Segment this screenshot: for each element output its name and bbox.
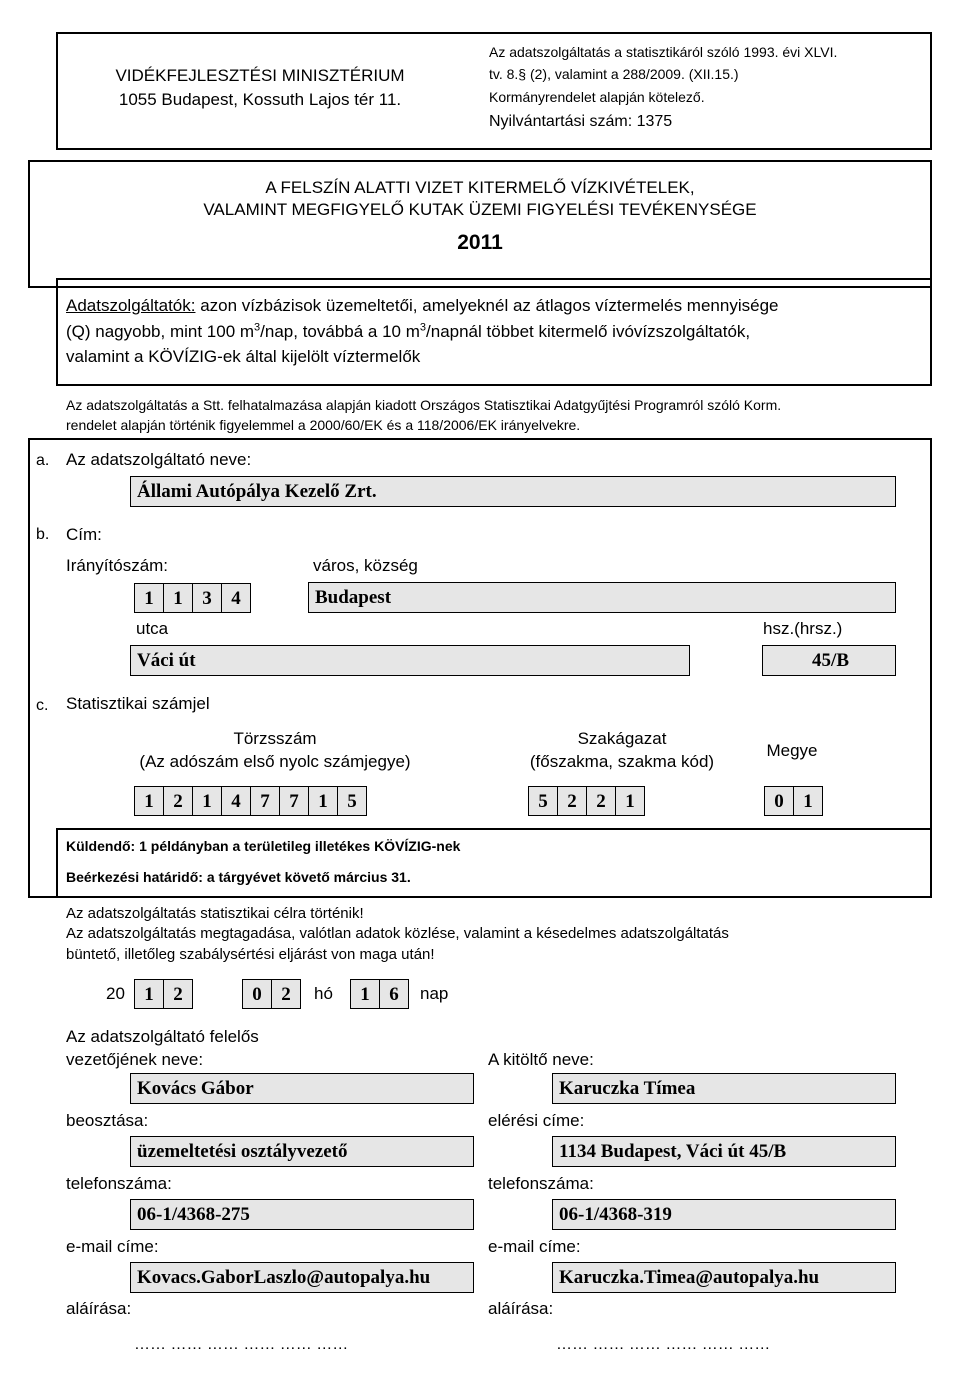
day-digit[interactable]: 6 (379, 979, 409, 1009)
month-label: hó (314, 984, 333, 1003)
providers-text2b: /nap, továbbá a 10 m (260, 322, 420, 341)
zip-digit[interactable]: 3 (192, 583, 222, 613)
providers-line1 (66, 296, 778, 316)
ministry-address: 1055 Budapest, Kossuth Lajos tér 11. (118, 90, 402, 109)
registration-number: Nyilvántartási szám: 1375 (489, 113, 673, 130)
providers-text1: azon vízbázisok üzemeltetői, amelyeknél az átlagos víztermelés mennyisége (195, 296, 779, 315)
notice-line2: rendelet alapján történik figyelemmel a 2000/60/EK és a 118/2006/EK irányelvekre. (66, 417, 581, 433)
warning-line3: büntető, illetőleg szabálysértési eljárást von maga után! (66, 946, 435, 963)
year-digit[interactable]: 1 (134, 979, 164, 1009)
date-year-cells (134, 979, 193, 1009)
filler-email-field[interactable]: Karuczka.Timea@autopalya.hu (552, 1262, 896, 1293)
szakagazat-digit[interactable]: 2 (557, 786, 587, 816)
title-line1: A FELSZÍN ALATTI VIZET KITERMELŐ VÍZKIVÉTELEK, (265, 178, 695, 197)
date-prefix: 20 (106, 984, 125, 1003)
zip-cells (134, 583, 251, 613)
providers-label: Adatszolgáltatók: (66, 296, 196, 315)
day-digit[interactable]: 1 (350, 979, 380, 1009)
filler-contact-field[interactable]: 1134 Budapest, Váci út 45/B (552, 1136, 896, 1167)
torzsszam-sublabel: (Az adószám első nyolc számjegye) (139, 752, 411, 771)
leader-title-line2: vezetőjének neve: (66, 1050, 204, 1069)
torzsszam-digit[interactable]: 1 (308, 786, 338, 816)
house-number-label: hsz.(hrsz.) (763, 619, 843, 638)
szakagazat-digit[interactable]: 2 (586, 786, 616, 816)
leader-phone-field[interactable]: 06-1/4368-275 (130, 1199, 474, 1230)
warning-line1: Az adatszolgáltatás statisztikai célra történik! (66, 905, 364, 922)
deadline: Beérkezési határidő: a tárgyévet követő március 31. (66, 869, 411, 885)
megye-cells (764, 786, 823, 816)
warning-line2: Az adatszolgáltatás megtagadása, valótlan adatok közlése, valamint a késedelmes adatszolgáltatás (66, 925, 729, 942)
torzsszam-digit[interactable]: 2 (163, 786, 193, 816)
providers-text2a: (Q) nagyobb, mint 100 m (66, 322, 255, 341)
providers-line2 (66, 322, 750, 342)
providers-line3: valamint a KÖVÍZIG-ek által kijelölt víztermelők (66, 347, 421, 366)
leader-position-field[interactable]: üzemeltetési osztályvezető (130, 1136, 474, 1167)
address-label: Cím: (66, 525, 102, 544)
torzsszam-digit[interactable]: 7 (250, 786, 280, 816)
providers-text2c: /napnál többet kitermelő ivóvízszolgáltatók, (426, 322, 751, 341)
zip-label: Irányítószám: (66, 556, 169, 575)
date-day-cells (350, 979, 409, 1009)
filler-email-label: e-mail címe: (488, 1237, 581, 1256)
year-digit[interactable]: 2 (163, 979, 193, 1009)
legal-basis-line3: Kormányrendelet alapján kötelező. (489, 89, 705, 105)
month-digit[interactable]: 2 (271, 979, 301, 1009)
szakagazat-cells (528, 786, 645, 816)
filler-phone-field[interactable]: 06-1/4368-319 (552, 1199, 896, 1230)
filler-signature-dots: …… …… …… …… …… …… (556, 1336, 771, 1353)
send-side-border (56, 828, 58, 898)
megye-digit[interactable]: 1 (793, 786, 823, 816)
leader-name-field[interactable]: Kovács Gábor (130, 1073, 474, 1104)
leader-signature-label: aláírása: (66, 1299, 132, 1318)
leader-signature-dots: …… …… …… …… …… …… (134, 1336, 349, 1353)
torzsszam-digit[interactable]: 1 (134, 786, 164, 816)
date-month-cells (242, 979, 301, 1009)
city-field[interactable]: Budapest (308, 582, 896, 613)
street-field[interactable]: Váci út (130, 645, 690, 676)
megye-digit[interactable]: 0 (764, 786, 794, 816)
szakagazat-digit[interactable]: 5 (528, 786, 558, 816)
title-line2: VALAMINT MEGFIGYELŐ KUTAK ÜZEMI FIGYELÉSI TEVÉKENYSÉGE (203, 200, 757, 219)
legal-basis-line1: Az adatszolgáltatás a statisztikáról szóló 1993. évi XLVI. (489, 44, 838, 60)
send-divider (56, 828, 932, 830)
send-instruction: Küldendő: 1 példányban a területileg illetékes KÖVÍZIG-nek (66, 838, 461, 854)
leader-phone-label: telefonszáma: (66, 1174, 172, 1193)
szakagazat-label: Szakágazat (577, 729, 667, 748)
provider-name-field[interactable]: Állami Autópálya Kezelő Zrt. (130, 476, 896, 507)
zip-digit[interactable]: 4 (221, 583, 251, 613)
notice-line1: Az adatszolgáltatás a Stt. felhatalmazása alapján kiadott Országos Statisztikai Adatgyűjtési Programról szóló Korm. (66, 397, 782, 413)
superscript-3b: 3 (419, 321, 427, 334)
torzsszam-digit[interactable]: 5 (337, 786, 367, 816)
street-label: utca (136, 619, 169, 638)
szakagazat-digit[interactable]: 1 (615, 786, 645, 816)
zip-digit[interactable]: 1 (163, 583, 193, 613)
month-digit[interactable]: 0 (242, 979, 272, 1009)
section-a-letter: a. (36, 452, 50, 469)
section-b-letter: b. (36, 526, 50, 543)
torzsszam-digit[interactable]: 4 (221, 786, 251, 816)
leader-position-label: beosztása: (66, 1111, 149, 1130)
leader-title-line1: Az adatszolgáltató felelős (66, 1027, 259, 1046)
filler-contact-label: elérési címe: (488, 1111, 585, 1130)
filler-phone-label: telefonszáma: (488, 1174, 594, 1193)
provider-name-label: Az adatszolgáltató neve: (66, 450, 252, 469)
filler-signature-label: aláírása: (488, 1299, 554, 1318)
torzsszam-label: Törzsszám (233, 729, 317, 748)
legal-basis-line2: tv. 8.§ (2), valamint a 288/2009. (XII.15.) (489, 66, 739, 82)
ministry-name: VIDÉKFEJLESZTÉSI MINISZTÉRIUM (115, 66, 405, 85)
section-c-letter: c. (36, 697, 49, 714)
superscript-3: 3 (254, 321, 261, 334)
filler-title: A kitöltő neve: (488, 1050, 594, 1069)
day-label: nap (420, 984, 449, 1003)
title-year: 2011 (457, 231, 503, 254)
zip-digit[interactable]: 1 (134, 583, 164, 613)
szakagazat-sublabel: (főszakma, szakma kód) (529, 752, 715, 771)
torzsszam-cells (134, 786, 367, 816)
house-number-field[interactable]: 45/B (762, 645, 896, 676)
megye-label: Megye (766, 741, 818, 760)
torzsszam-digit[interactable]: 7 (279, 786, 309, 816)
filler-name-field[interactable]: Karuczka Tímea (552, 1073, 896, 1104)
leader-email-field[interactable]: Kovacs.GaborLaszlo@autopalya.hu (130, 1262, 474, 1293)
stat-code-label: Statisztikai számjel (66, 694, 210, 713)
torzsszam-digit[interactable]: 1 (192, 786, 222, 816)
leader-email-label: e-mail címe: (66, 1237, 159, 1256)
city-label: város, község (313, 556, 418, 575)
